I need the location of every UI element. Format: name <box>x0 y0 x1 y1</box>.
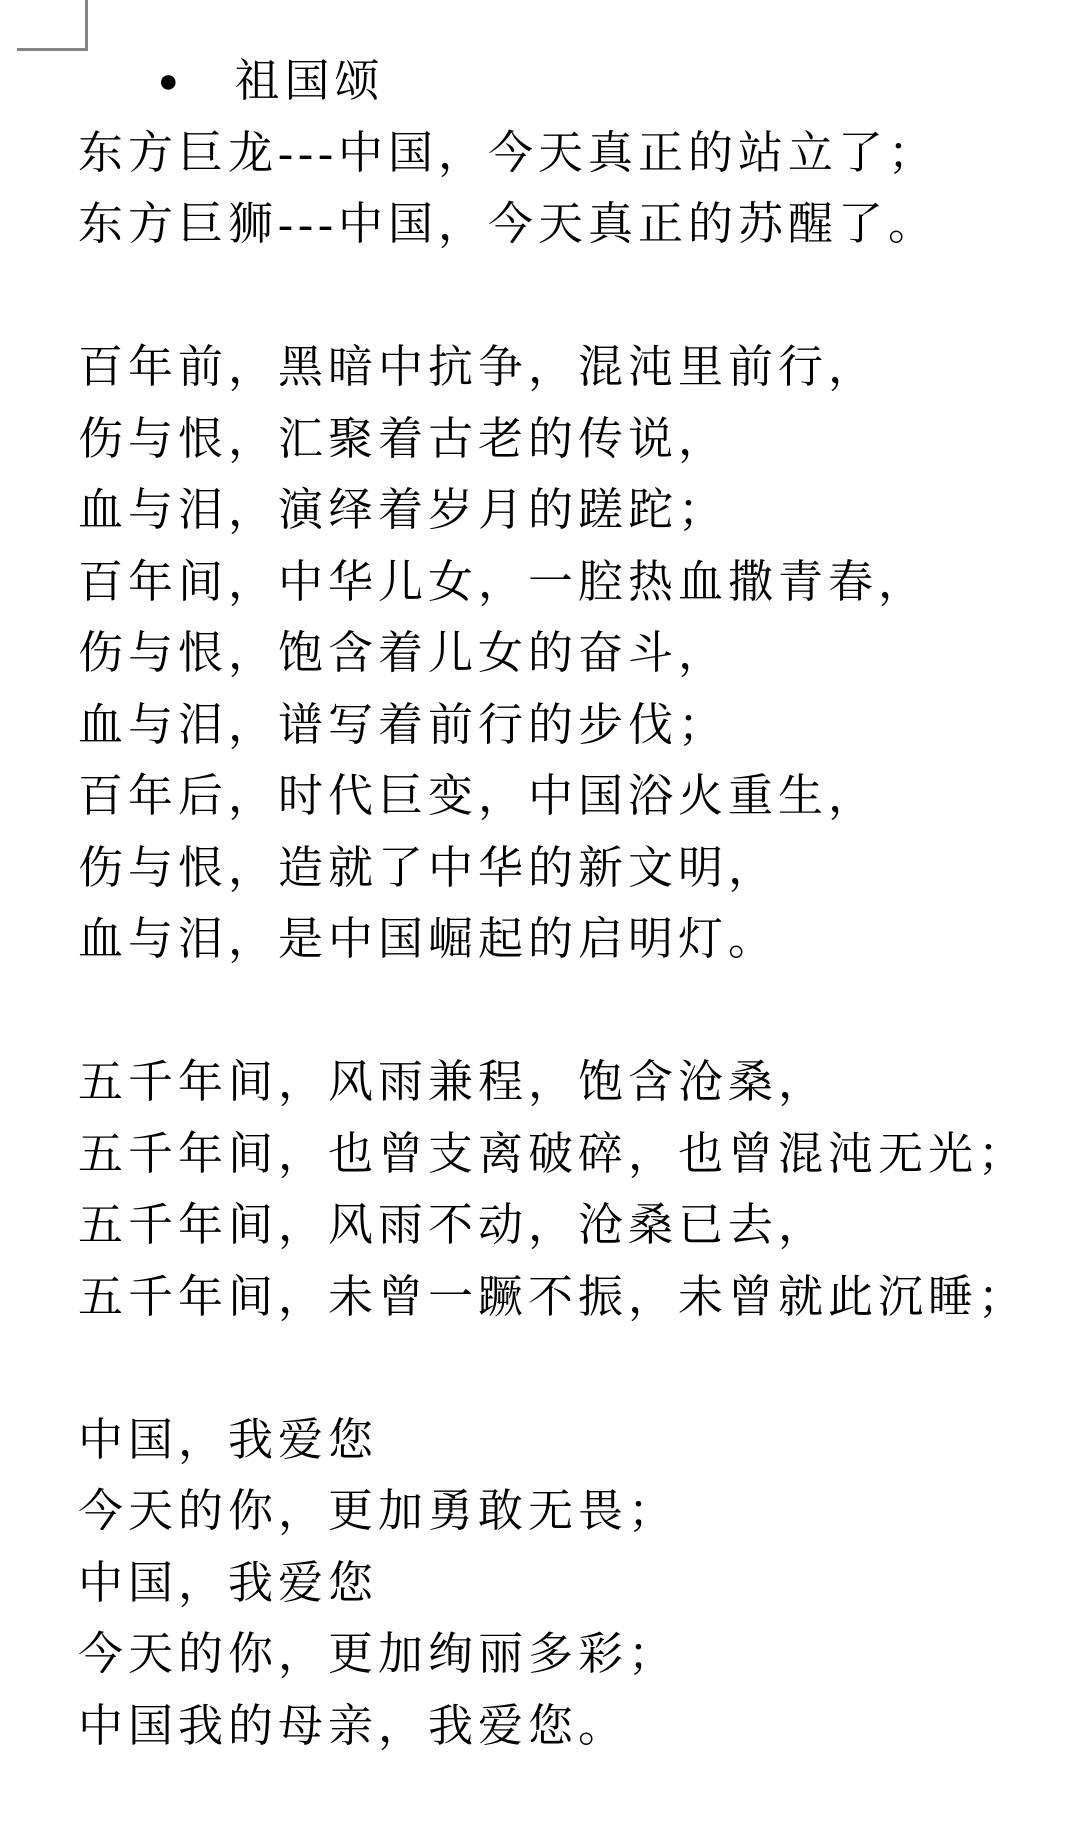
poem-line: 五千年间，风雨不动，沧桑已去， <box>78 1200 829 1250</box>
poem-line: 今天的你，更加勇敢无畏； <box>78 1486 679 1536</box>
poem-line: 东方巨龙---中国，今天真正的站立了； <box>78 127 938 178</box>
poem-line: 伤与恨，造就了中华的新文明， <box>78 842 779 893</box>
poem-line: 百年后，时代巨变，中国浴火重生， <box>78 771 879 821</box>
poem-line: 百年间，中华儿女，一腔热血撒青春， <box>78 556 929 607</box>
text-boundary-corner-mark-vertical <box>85 0 88 50</box>
poem-line: 五千年间，未曾一蹶不振，未曾就此沉睡； <box>78 1271 1029 1322</box>
poem-body <box>78 46 1050 1762</box>
poem-title: 祖国颂 <box>234 56 385 106</box>
poem-line: 今天的你，更加绚丽多彩； <box>78 1629 679 1679</box>
bullet-icon: ● <box>158 62 179 100</box>
poem-line: 中国，我爱您 <box>78 1414 379 1465</box>
stanza-gap <box>78 976 1050 1048</box>
poem-line: 中国，我爱您 <box>78 1557 379 1608</box>
poem-line: 中国我的母亲，我爱您。 <box>78 1700 629 1751</box>
poem-title-line <box>78 46 1050 118</box>
poem-line: 伤与恨，汇聚着古老的传说， <box>78 413 729 464</box>
poem-line: 五千年间，风雨兼程，饱含沧桑， <box>78 1057 829 1107</box>
poem-line: 血与泪，演绎着岁月的蹉跎； <box>78 485 729 535</box>
poem-line: 血与泪，是中国崛起的启明灯。 <box>78 914 779 964</box>
poem-line: 百年前，黑暗中抗争，混沌里前行， <box>78 342 879 392</box>
poem-lines <box>78 118 1050 1763</box>
poem-line: 东方巨狮---中国，今天真正的苏醒了。 <box>78 199 938 249</box>
poem-line: 血与泪，谱写着前行的步伐； <box>78 699 729 750</box>
stanza-gap <box>78 261 1050 333</box>
stanza-gap <box>78 1333 1050 1405</box>
poem-line: 五千年间，也曾支离破碎，也曾混沌无光； <box>78 1128 1029 1179</box>
poem-line: 伤与恨，饱含着儿女的奋斗， <box>78 628 729 678</box>
